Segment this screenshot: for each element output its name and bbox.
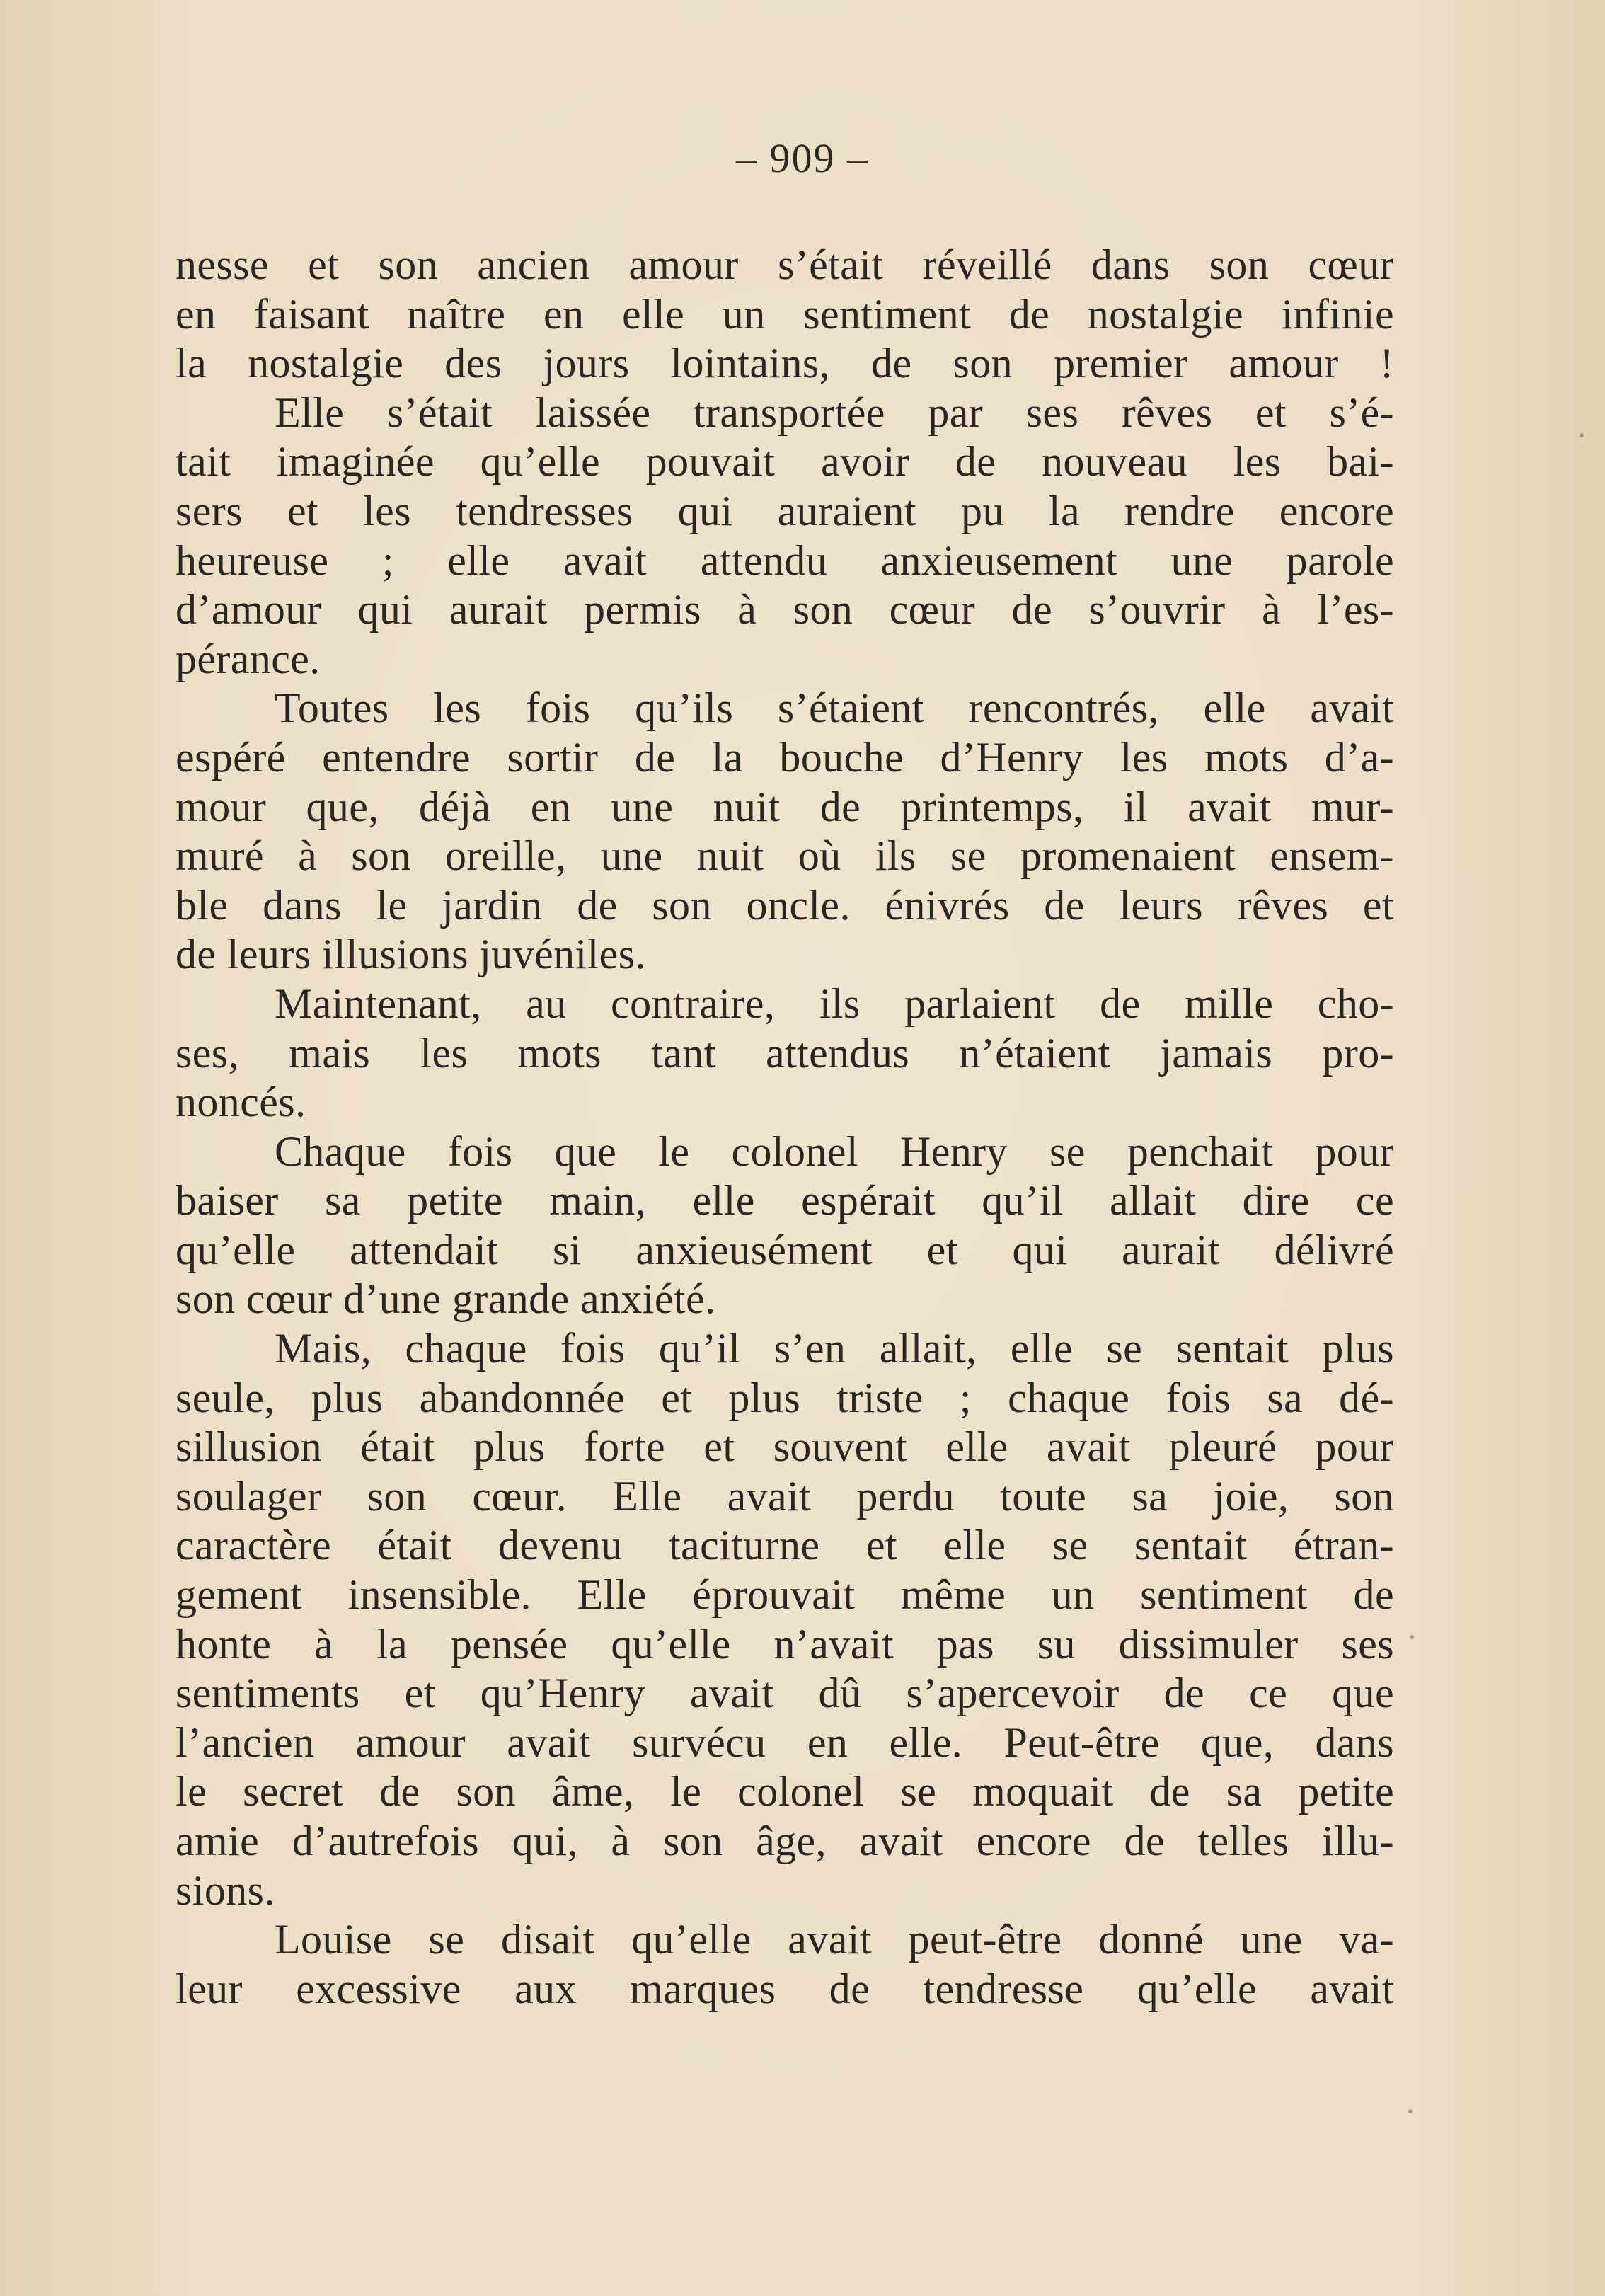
text-line: Maintenant, au contraire, ils parlaient de mille cho- [275,980,1394,1027]
paper-speck [1408,2109,1413,2113]
text-line: sers et les tendresses qui auraient pu la rendre encore [176,487,1394,534]
text-line: soulager son cœur. Elle avait perdu toute sa joie, son [176,1472,1394,1520]
text-line: leur excessive aux marques de tendresse qu’elle avait [176,1965,1394,2012]
text-line: son cœur d’une grande anxiété. [176,1275,716,1323]
text-line: Chaque fois que le colonel Henry se penchait pour [275,1127,1394,1175]
text-line: heureuse ; elle avait attendu anxieusement une parole [176,536,1394,584]
text-line: Louise se disait qu’elle avait peut-être donné une va- [275,1916,1394,1963]
text-line: ses, mais les mots tant attendus n’étaient jamais pro- [176,1029,1394,1077]
text-line: espéré entendre sortir de la bouche d’Henry les mots d’a- [176,733,1394,781]
text-line: Toutes les fois qu’ils s’étaient rencontrés, elle avait [275,684,1394,732]
text-line: baiser sa petite main, elle espérait qu’il allait dire ce [176,1177,1394,1224]
text-line: pérance. [176,635,321,682]
text-line: en faisant naître en elle un sentiment de nostalgie infinie [176,290,1394,338]
text-line: Mais, chaque fois qu’il s’en allait, elle se sentait plus [275,1325,1394,1372]
paper-speck [1410,1635,1414,1639]
text-line: sions. [176,1866,275,1914]
text-line: caractère était devenu taciturne et elle se sentait étran- [176,1522,1394,1569]
paper-speck [1580,433,1584,437]
text-line: qu’elle attendait si anxieusément et qui aurait délivré [176,1226,1394,1273]
text-line: nesse et son ancien amour s’était réveillé dans son cœur [176,241,1394,288]
text-line: noncés. [176,1079,306,1126]
text-line: Elle s’était laissée transportée par ses rêves et s’é- [275,389,1394,436]
text-line: mour que, déjà en une nuit de printemps, il avait mur- [176,783,1394,830]
text-line: gement insensible. Elle éprouvait même un sentiment de [176,1571,1394,1619]
text-line: tait imaginée qu’elle pouvait avoir de nouveau les bai- [176,438,1394,486]
text-line: la nostalgie des jours lointains, de son premier amour ! [176,340,1394,387]
text-line: seule, plus abandonnée et plus triste ; chaque fois sa dé- [176,1374,1394,1421]
text-line: ble dans le jardin de son oncle. énivrés de leurs rêves et [176,881,1394,929]
text-line: muré à son oreille, une nuit où ils se promenaient ensem- [176,832,1394,880]
text-line: l’ancien amour avait survécu en elle. Peut-être que, dans [176,1718,1394,1766]
text-line: le secret de son âme, le colonel se moquait de sa petite [176,1768,1394,1815]
text-line: de leurs illusions juvéniles. [176,931,646,978]
text-line: honte à la pensée qu’elle n’avait pas su dissimuler ses [176,1620,1394,1668]
page-number: – 909 – [736,135,869,181]
text-line: sillusion était plus forte et souvent elle avait pleuré pour [176,1423,1394,1471]
body-text [176,241,1394,2014]
text-line: sentiments et qu’Henry avait dû s’apercevoir de ce que [176,1670,1394,1717]
text-line: amie d’autrefois qui, à son âge, avait encore de telles illu- [176,1818,1394,1864]
text-line: d’amour qui aurait permis à son cœur de s’ouvrir à l’es- [176,586,1394,633]
